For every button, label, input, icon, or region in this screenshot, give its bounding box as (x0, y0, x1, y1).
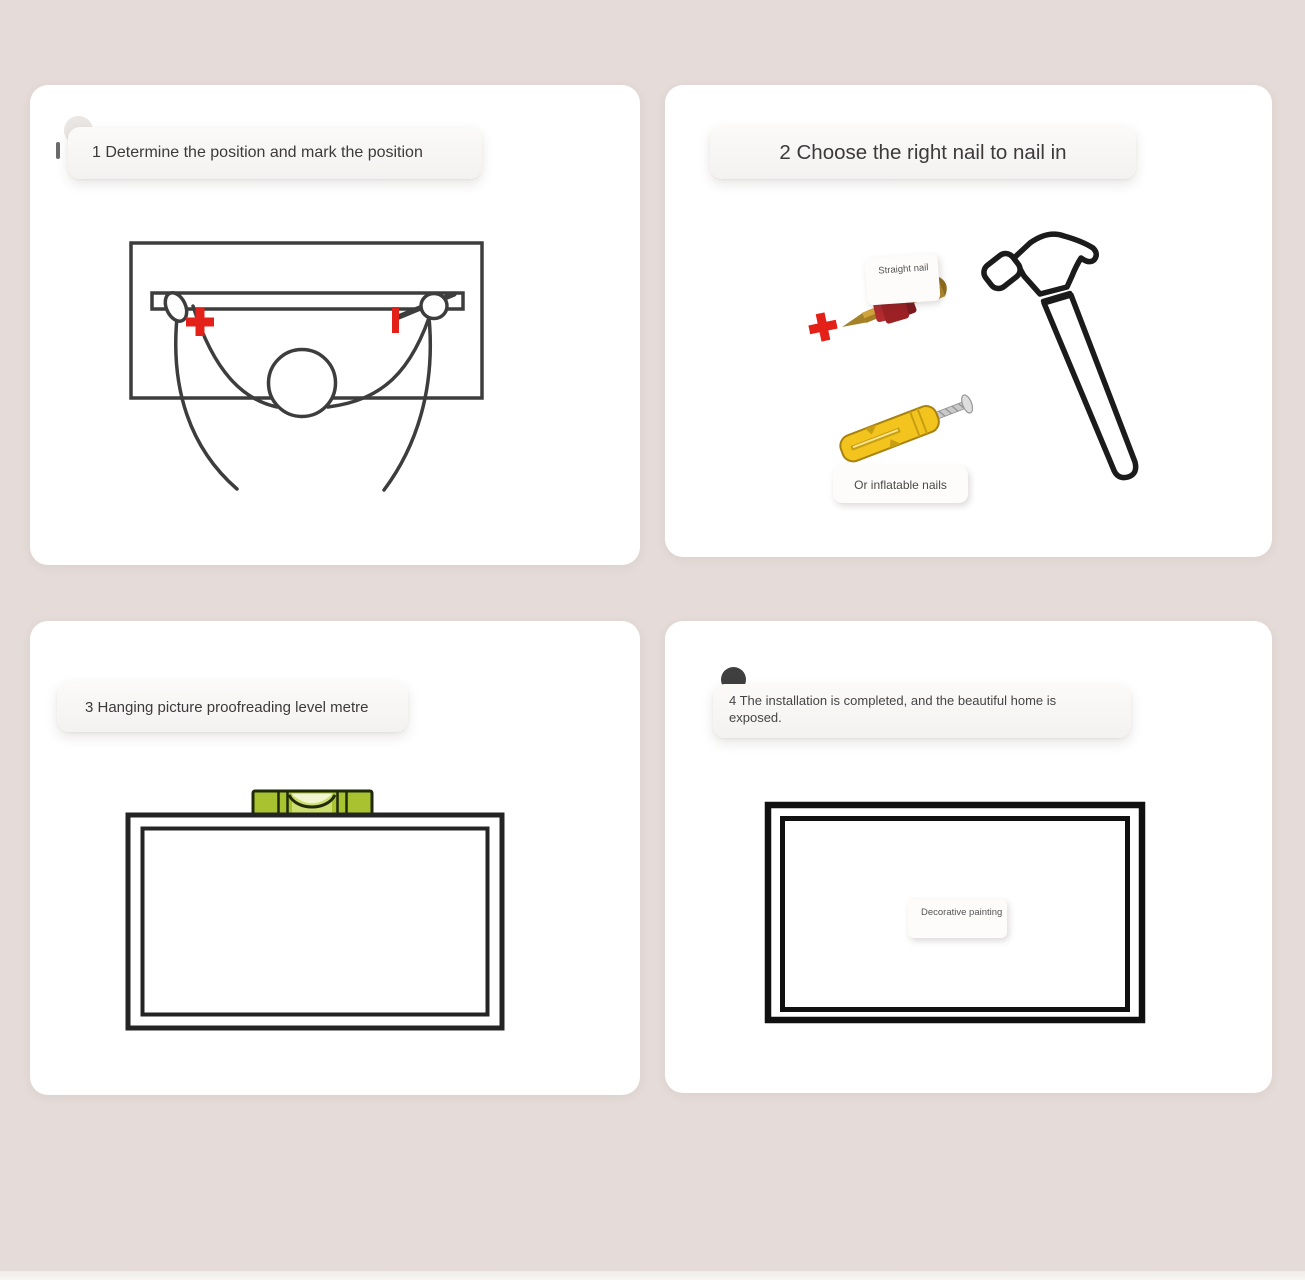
spirit-level-icon (253, 791, 372, 815)
picture-bar (152, 293, 463, 309)
step-1-edge-tick (56, 142, 60, 159)
inflatable-nails-callout-text: Or inflatable nails (854, 477, 947, 492)
picture-frame-outline (128, 815, 502, 1028)
inflatable-nails-callout (833, 466, 968, 503)
straight-nail-callout (864, 254, 940, 306)
person-right-hand (421, 294, 447, 319)
decorative-painting-callout (908, 899, 1007, 938)
hammer-icon (980, 234, 1135, 477)
wall-anchor-icon (837, 390, 976, 465)
step-2-label (710, 126, 1136, 179)
step-4-label-text: 4 The installation is completed, and the beautiful home is exposed. (729, 693, 1057, 725)
hammer-handle (1044, 295, 1136, 478)
hammer-head (1014, 234, 1096, 294)
step-1-label (68, 127, 482, 179)
step-2-label-text: 2 Choose the right nail to nail in (779, 140, 1067, 164)
decorative-painting-callout-text: Decorative painting (921, 907, 1003, 918)
bottom-strip (0, 1271, 1305, 1280)
red-tick-mark (392, 307, 399, 333)
step-3-label-text: 3 Hanging picture proofreading level metre (85, 698, 369, 716)
step-4-label (713, 684, 1131, 738)
straight-nail-callout-text: Straight nail (877, 262, 929, 277)
person-head (269, 350, 336, 417)
red-cross-mark (806, 310, 839, 343)
step-3-label (57, 682, 408, 732)
step-1-label-text: 1 Determine the position and mark the position (92, 144, 423, 161)
